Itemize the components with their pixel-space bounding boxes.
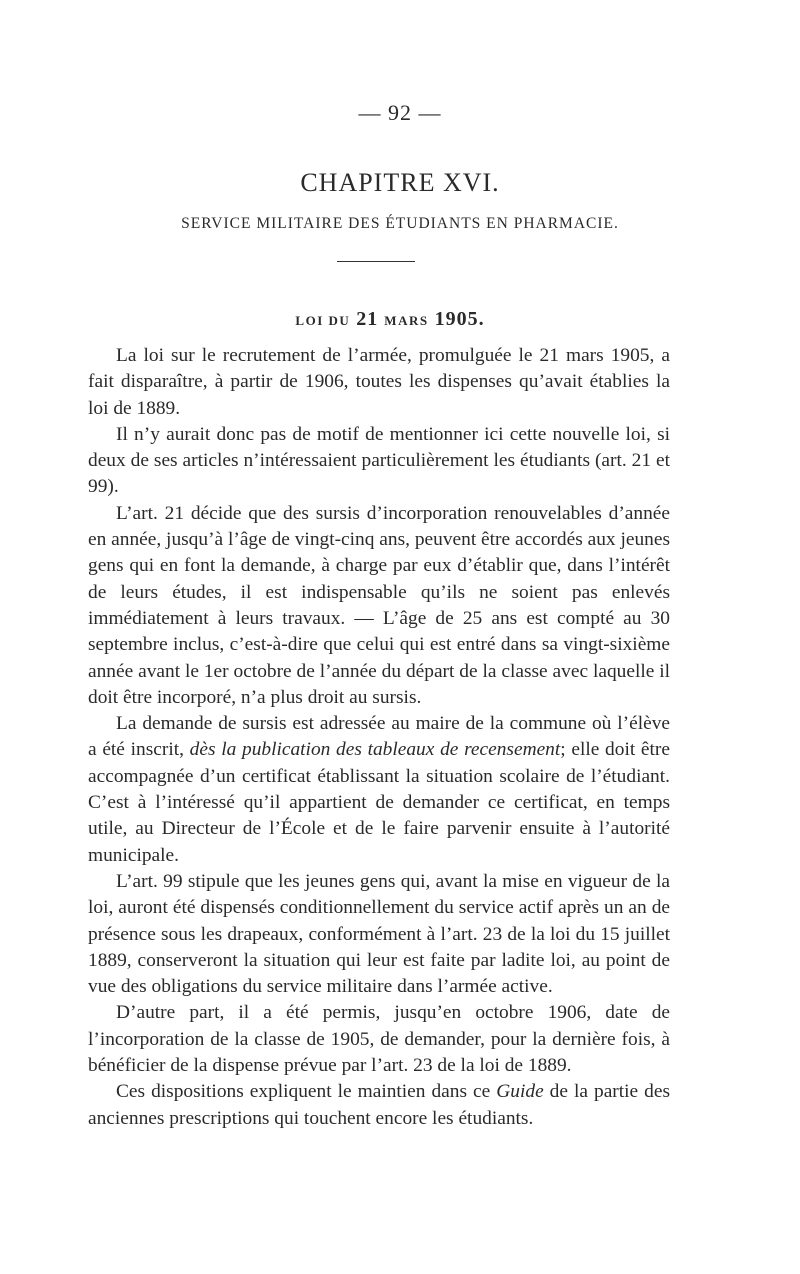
paragraph-7 [88, 1079, 670, 1132]
paragraph-4-italic: dès la publication des tableaux de recensement [189, 739, 561, 761]
law-title-prefix: LOI DU [295, 313, 351, 328]
law-title-year: 1905. [434, 308, 485, 330]
chapter-title: CHAPITRE XVI. [300, 168, 500, 197]
paragraph-3: L’art. 21 décide que des sursis d’incorporation renouvelables d’année en année, jusqu’à l’âge de vingt-cinq ans, peuvent être accordés aux jeunes gens qui en font la demande, à charge par eux d’établir que, dans l’intérêt de leurs études, il est indispensable qu’ils ne soient pas enlevés immédiatement à leurs travaux. — L’âge de 25 ans est compté au 30 septembre inclus, c’est-à-dire que celui qui est entré dans sa vingt-sixième année avant le 1er octobre de l’année du départ de la classe avec laquelle il doit être incorporé, n’a plus droit au sursis. [88, 502, 671, 708]
law-title [0, 308, 760, 331]
paragraph-6: D’autre part, il a été permis, jusqu’en octobre 1906, date de l’incorporation de la classe de 1905, de demander, pour la dernière fois, à bénéficier de la dispense prévue par l’art. 23 de la loi de 1889. [88, 1002, 670, 1077]
paragraph-7-italic: Guide [496, 1081, 544, 1103]
paragraph-4 [88, 711, 670, 869]
law-title-month: MARS [384, 313, 429, 328]
paragraph-1: La loi sur le recrutement de l’armée, promulguée le 21 mars 1905, a fait disparaître, à partir de 1906, toutes les dispenses qu’avait établies la loi de 1889. [88, 345, 670, 419]
page-number: — 92 — [358, 100, 442, 125]
paragraph-5: L’art. 99 stipule que les jeunes gens qui, avant la mise en vigueur de la loi, auront été dispensés conditionnellement du service actif après un an de présence sous les drapeaux, conformément à l’art. 23 de la loi du 15 juillet 1889, conserveront la situation qui leur est faite par ladite loi, au point de vue des obligations du service militaire dans l’armée active. [88, 870, 670, 998]
law-title-day: 21 [356, 308, 379, 330]
section-title: SERVICE MILITAIRE DES ÉTUDIANTS EN PHARMACIE. [181, 215, 619, 232]
paragraph-4-part-1: La demande de sursis est adressée au maire de la commune où l’élève a été inscrit, [88, 713, 670, 761]
body-text [88, 343, 670, 1132]
title-divider [337, 261, 415, 262]
paragraph-7-part-1: Ces dispositions expliquent le maintien dans ce [116, 1081, 497, 1103]
paragraph-7-part-2: de la partie des anciennes prescriptions qui touchent encore les étudiants. [88, 1081, 670, 1129]
paragraph-4-part-2: ; elle doit être accompagnée d’un certificat établissant la situation scolaire de l’étudiant. C’est à l’intéressé qu’il appartient de demander ce certificat, en temps utile, au Directeur de l’École et de le faire parvenir ensuite à l’autorité municipale. [88, 739, 670, 866]
paragraph-2: Il n’y aurait donc pas de motif de mentionner ici cette nouvelle loi, si deux de ses articles n’intéressaient particulièrement les étudiants (art. 21 et 99). [88, 423, 670, 498]
